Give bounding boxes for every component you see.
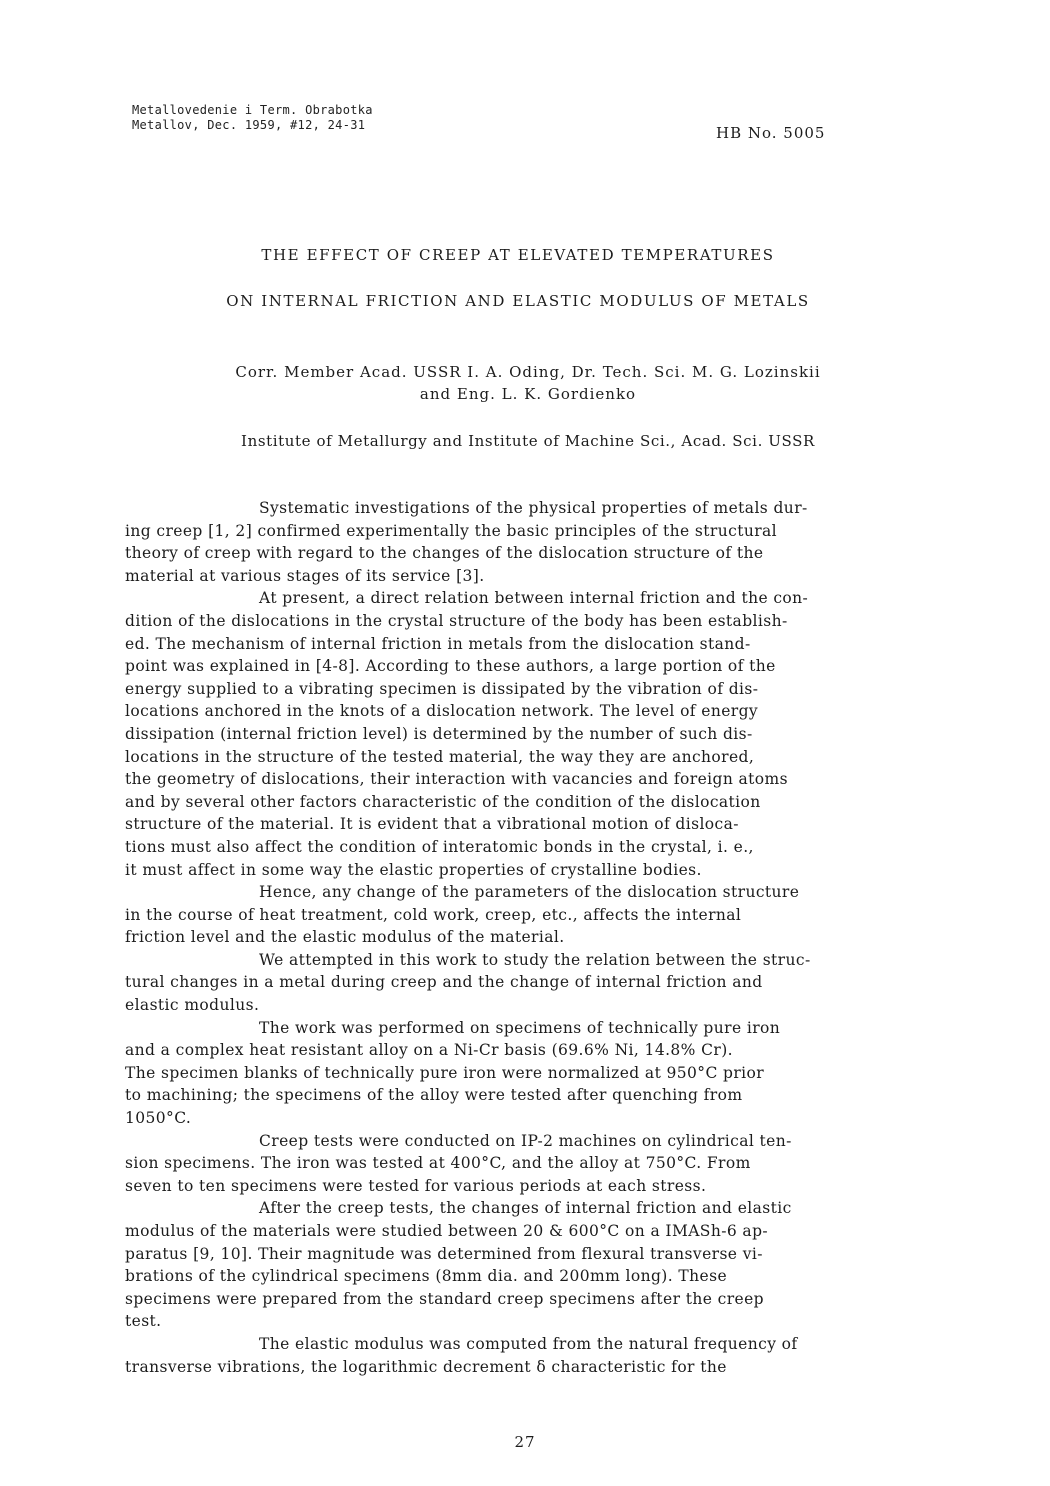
page-number: 27 xyxy=(514,1433,536,1451)
body-line: brations of the cylindrical specimens (8mm dia. and 200mm long). These xyxy=(125,1267,728,1286)
body-line: structure of the material. It is evident that a vibrational motion of disloca- xyxy=(125,815,739,834)
body-line: and by several other factors characteristic of the condition of the dislocation xyxy=(125,792,761,811)
body-line: After the creep tests, the changes of internal friction and elastic xyxy=(259,1199,792,1218)
title-line-1: THE EFFECT OF CREEP AT ELEVATED TEMPERATURES xyxy=(261,246,775,264)
body-line: it must affect in some way the elastic properties of crystalline bodies. xyxy=(125,860,702,879)
body-line: test. xyxy=(125,1312,162,1331)
body-line: locations in the structure of the tested material, the way they are anchored, xyxy=(125,747,755,766)
body-line: specimens were prepared from the standard creep specimens after the creep xyxy=(125,1289,765,1308)
body-line: theory of creep with regard to the changes of the dislocation structure of the xyxy=(125,544,764,563)
authors xyxy=(100,361,956,405)
body-line: and a complex heat resistant alloy on a Ni-Cr basis (69.6% Ni, 14.8% Cr). xyxy=(125,1041,733,1060)
body-line: Hence, any change of the parameters of the dislocation structure xyxy=(259,883,800,902)
body-line: Creep tests were conducted on IP-2 machines on cylindrical ten- xyxy=(259,1131,792,1150)
body-line: paratus [9, 10]. Their magnitude was determined from flexural transverse vi- xyxy=(125,1244,763,1263)
source-line-issue: Metallov, Dec. 1959, #12, 24-31 xyxy=(132,118,366,132)
hb-number: HB No. 5005 xyxy=(716,124,826,142)
authors-line-1: Corr. Member Acad. USSR I. A. Oding, Dr. Tech. Sci. M. G. Lozinskii xyxy=(235,363,821,381)
body-line: modulus of the materials were studied between 20 & 600°C on a IMASh-6 ap- xyxy=(125,1222,769,1240)
body-line: friction level and the elastic modulus of the material. xyxy=(125,928,565,947)
body-line: in the course of heat treatment, cold work, creep, etc., affects the internal xyxy=(125,905,742,924)
body-line: tions must also affect the condition of interatomic bonds in the crystal, i. e., xyxy=(125,837,754,856)
body-line: Systematic investigations of the physical properties of metals dur- xyxy=(259,499,808,517)
institution: Institute of Metallurgy and Institute of Machine Sci., Acad. Sci. USSR xyxy=(241,432,815,450)
body-line: the geometry of dislocations, their interaction with vacancies and foreign atoms xyxy=(125,770,788,789)
body-line: ing creep [1, 2] confirmed experimentally the basic principles of the structural xyxy=(125,521,778,540)
body-line: sion specimens. The iron was tested at 400°C, and the alloy at 750°C. From xyxy=(125,1154,751,1173)
body-line: seven to ten specimens were tested for various periods at each stress. xyxy=(125,1176,707,1195)
body-line: ed. The mechanism of internal friction in metals from the dislocation stand- xyxy=(125,634,751,653)
body-line: dissipation (internal friction level) is determined by the number of such dis- xyxy=(125,724,753,743)
body-line: The elastic modulus was computed from the natural frequency of xyxy=(259,1334,798,1353)
body-line: energy supplied to a vibrating specimen is dissipated by the vibration of dis- xyxy=(125,679,759,698)
body-text xyxy=(125,497,935,1378)
body-line: At present, a direct relation between internal friction and the con- xyxy=(259,589,809,608)
body-line: locations anchored in the knots of a dislocation network. The level of energy xyxy=(125,702,759,721)
body-line: The work was performed on specimens of technically pure iron xyxy=(259,1018,781,1037)
body-line: to machining; the specimens of the alloy were tested after quenching from xyxy=(125,1086,743,1105)
body-line: dition of the dislocations in the crystal structure of the body has been establish- xyxy=(125,611,788,630)
body-line: tural changes in a metal during creep and the change of internal friction and xyxy=(125,973,763,992)
title-line-2: ON INTERNAL FRICTION AND ELASTIC MODULUS OF METALS xyxy=(226,292,810,310)
body-line: We attempted in this work to study the relation between the struc- xyxy=(259,950,811,969)
body-line: elastic modulus. xyxy=(125,996,260,1015)
authors-line-2: and Eng. L. K. Gordienko xyxy=(419,385,637,403)
body-line: The specimen blanks of technically pure iron were normalized at 950°C prior xyxy=(125,1063,765,1082)
body-line: transverse vibrations, the logarithmic decrement δ characteristic for the xyxy=(125,1357,727,1376)
body-line: point was explained in [4-8]. According to these authors, a large portion of the xyxy=(125,657,776,676)
source-citation xyxy=(132,103,373,133)
source-line-journal: Metallovedenie i Term. Obrabotka xyxy=(132,103,373,117)
body-line: 1050°C. xyxy=(125,1109,192,1128)
body-line: material at various stages of its service [3]. xyxy=(125,566,485,585)
